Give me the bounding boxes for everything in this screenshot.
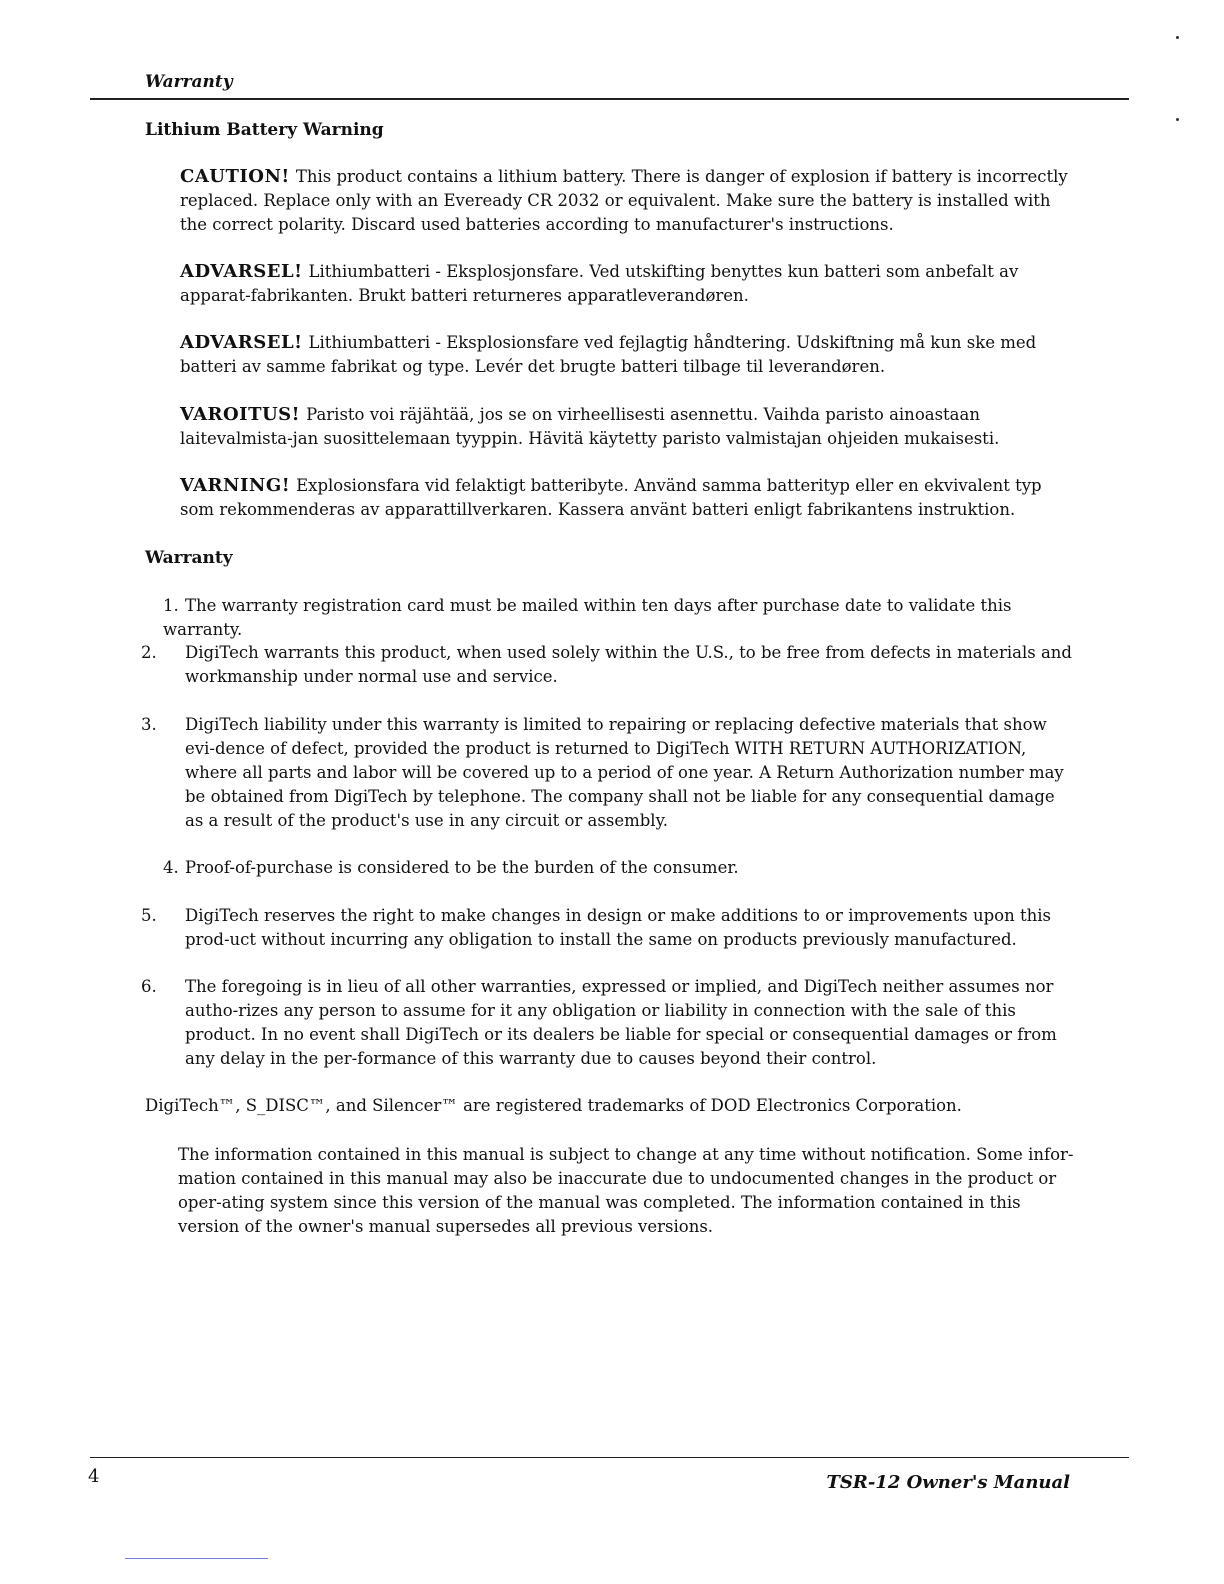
warning-text: Lithiumbatteri - Eksplosionsfare ved fejlagtig håndtering. Udskiftning må kun ske med batteri av samme fabrikat og type. Levér det brugte batteri tilbage til leverandøren. — [180, 333, 1037, 376]
item-text: Proof-of-purchase is considered to be the burden of the consumer. — [185, 858, 739, 877]
scan-speck — [1176, 36, 1179, 39]
warning-text: Paristo voi räjähtää, jos se on virheellisesti asennettu. Vaihda paristo ainoastaan laitevalmista-jan suosittelemaan tyyppin. Hävitä käytetty paristo valmistajan ohjeiden mukaisesti. — [180, 405, 1000, 448]
warning-lead: VARNING! — [180, 475, 291, 496]
warning-text: Lithiumbatteri - Eksplosjonsfare. Ved utskifting benyttes kun batteri som anbefalt av apparat-fabrikanten. Brukt batteri returneres apparatleverandøren. — [180, 262, 1019, 305]
warranty-item — [141, 904, 1078, 952]
item-text: The foregoing is in lieu of all other warranties, expressed or implied, and DigiTech neither assumes nor autho-rizes any person to assume for it any obligation or liability in connection with the sale of this product. In no event shall DigiTech or its dealers be liable for special or consequential damages or from any delay in the per-formance of this warranty due to causes beyond their control. — [185, 977, 1057, 1068]
warning-text: Explosionsfara vid felaktigt batteribyte. Använd samma batterityp eller en ekvivalent typ som rekommenderas av apparattillverkaren. Kassera använt batteri enligt fabrikantens instruktion. — [180, 476, 1042, 519]
warranty-item — [141, 641, 1078, 689]
item-number: 2. — [141, 643, 157, 662]
item-text: DigiTech reserves the right to make changes in design or make additions to or improvements upon this prod-uct without incurring any obligation to install the same on products previously manufactured. — [185, 906, 1051, 949]
item-number: 3. — [141, 715, 157, 734]
item-number: 5. — [141, 906, 157, 925]
item-number: 1. — [163, 596, 179, 615]
warning-advarsel-dk — [180, 331, 1080, 379]
item-number: 4. — [163, 858, 179, 877]
warranty-item — [141, 713, 1078, 833]
warning-lead: VAROITUS! — [180, 404, 301, 425]
item-text: DigiTech warrants this product, when used solely within the U.S., to be free from defects in materials and workmanship under normal use and service. — [185, 643, 1072, 686]
warning-lead: CAUTION! — [180, 166, 290, 187]
page-header-title: Warranty — [145, 72, 233, 92]
warning-caution — [180, 165, 1080, 237]
warranty-item — [163, 594, 1078, 642]
warranty-item — [163, 856, 1078, 880]
item-text: DigiTech liability under this warranty is limited to repairing or replacing defective materials that show evi-dence of defect, provided the product is returned to DigiTech WITH RETURN AUTHORIZATION, where all parts and labor will be covered up to a period of one year. A Return Authorization number may be obtained from DigiTech by telephone. The company shall not be liable for any consequential damage as a result of the product's use in any circuit or assembly. — [185, 715, 1064, 830]
warning-advarsel-no — [180, 260, 1080, 308]
lithium-heading: Lithium Battery Warning — [145, 120, 384, 140]
warranty-item — [141, 975, 1078, 1071]
warning-lead: ADVARSEL! — [180, 261, 303, 282]
warning-text: This product contains a lithium battery. There is danger of explosion if battery is incorrectly replaced. Replace only with an Eveready CR 2032 or equivalent. Make sure the battery is installed with the correct polarity. Discard used batteries according to manufacturer's instructions. — [180, 167, 1068, 234]
item-text: The warranty registration card must be mailed within ten days after purchase date to validate this warranty. — [163, 596, 1012, 639]
trademark-notice: DigiTech™, S_DISC™, and Silencer™ are registered trademarks of DOD Electronics Corporation. — [145, 1096, 962, 1115]
scan-line — [125, 1558, 268, 1559]
page-number: 4 — [88, 1466, 100, 1487]
manual-title: TSR-12 Owner's Manual — [826, 1472, 1070, 1493]
item-number: 6. — [141, 977, 157, 996]
information-notice: The information contained in this manual is subject to change at any time without notification. Some infor-mation contained in this manual may also be inaccurate due to undocumented changes in the product or oper-ating system since this version of the manual was completed. The information contained in this version of the owner's manual supersedes all previous versions. — [178, 1145, 1074, 1236]
scan-speck — [1176, 118, 1179, 121]
warning-lead: ADVARSEL! — [180, 332, 303, 353]
header-rule — [90, 98, 1129, 100]
footer-rule — [90, 1457, 1129, 1458]
warning-varning — [180, 474, 1080, 522]
warning-varoitus — [180, 403, 1080, 451]
warranty-heading: Warranty — [145, 548, 233, 568]
